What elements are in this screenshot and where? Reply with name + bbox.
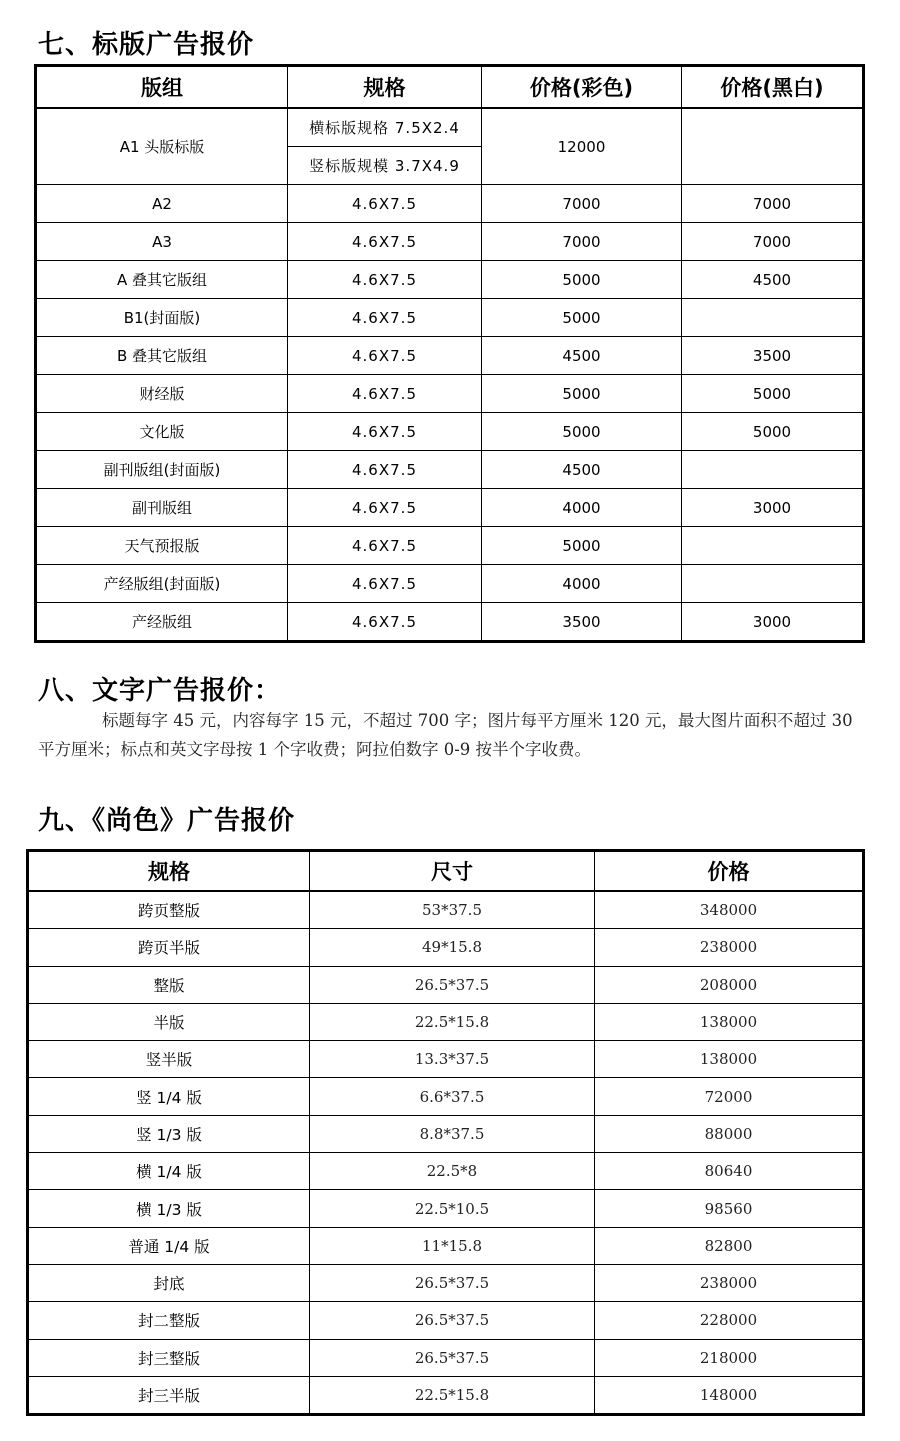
table-row <box>36 108 864 147</box>
table-row <box>28 1339 864 1376</box>
table-row <box>28 1078 864 1115</box>
cell-price-bw: 3000 <box>682 489 864 527</box>
cell-size: 22.5*15.8 <box>310 1376 595 1414</box>
cell-price-color: 7000 <box>482 185 682 223</box>
cell-price-color: 5000 <box>482 375 682 413</box>
cell-price: 98560 <box>595 1190 864 1227</box>
cell-group: 天气预报版 <box>36 527 288 565</box>
text-ad-pricing-paragraph: 标题每字 45 元，内容每字 15 元，不超过 700 字；图片每平方厘米 120 元，最大图片面积不超过 30 平方厘米；标点和英文字母按 1 个字收费；阿拉伯数字 0-9 按半个字收费。 <box>38 711 853 759</box>
cell-spec: 4.6X7.5 <box>288 375 482 413</box>
table-row <box>36 337 864 375</box>
cell-price: 80640 <box>595 1153 864 1190</box>
cell-size: 26.5*37.5 <box>310 1339 595 1376</box>
cell-size: 22.5*15.8 <box>310 1003 595 1040</box>
table-row <box>36 603 864 642</box>
cell-size: 22.5*8 <box>310 1153 595 1190</box>
cell-price-bw: 5000 <box>682 413 864 451</box>
table-row <box>28 1376 864 1414</box>
cell-spec: 横 1/4 版 <box>28 1153 310 1190</box>
column-header-price: 价格 <box>595 851 864 892</box>
cell-spec: 封二整版 <box>28 1302 310 1339</box>
cell-spec: 半版 <box>28 1003 310 1040</box>
cell-size: 13.3*37.5 <box>310 1041 595 1078</box>
cell-spec: 普通 1/4 版 <box>28 1227 310 1264</box>
cell-price-color: 3500 <box>482 603 682 642</box>
cell-spec: 4.6X7.5 <box>288 527 482 565</box>
cell-group: A2 <box>36 185 288 223</box>
cell-group: 文化版 <box>36 413 288 451</box>
cell-price-color: 5000 <box>482 413 682 451</box>
column-header-spec: 规格 <box>28 851 310 892</box>
cell-price-bw <box>682 108 864 185</box>
cell-group: 产经版组(封面版) <box>36 565 288 603</box>
cell-spec: 4.6X7.5 <box>288 185 482 223</box>
cell-spec: 4.6X7.5 <box>288 337 482 375</box>
cell-size: 22.5*10.5 <box>310 1190 595 1227</box>
cell-spec-vertical: 竖标版规模 3.7X4.9 <box>288 147 482 185</box>
table-row <box>28 1003 864 1040</box>
cell-price-color: 5000 <box>482 299 682 337</box>
table-row <box>36 261 864 299</box>
table-row <box>36 299 864 337</box>
cell-size: 6.6*37.5 <box>310 1078 595 1115</box>
cell-spec: 跨页整版 <box>28 891 310 929</box>
cell-spec: 横 1/3 版 <box>28 1190 310 1227</box>
cell-price: 238000 <box>595 1264 864 1301</box>
cell-price-bw: 4500 <box>682 261 864 299</box>
cell-size: 26.5*37.5 <box>310 966 595 1003</box>
cell-price-color: 4000 <box>482 489 682 527</box>
column-header-size: 尺寸 <box>310 851 595 892</box>
cell-spec: 4.6X7.5 <box>288 223 482 261</box>
cell-price-color: 4500 <box>482 451 682 489</box>
cell-spec: 封三整版 <box>28 1339 310 1376</box>
cell-price: 208000 <box>595 966 864 1003</box>
cell-size: 26.5*37.5 <box>310 1264 595 1301</box>
cell-price: 348000 <box>595 891 864 929</box>
cell-group: A3 <box>36 223 288 261</box>
column-header-price-color: 价格(彩色) <box>482 66 682 109</box>
cell-price-bw <box>682 451 864 489</box>
cell-price-bw: 3500 <box>682 337 864 375</box>
column-header-group: 版组 <box>36 66 288 109</box>
cell-spec: 4.6X7.5 <box>288 489 482 527</box>
cell-price-bw: 3000 <box>682 603 864 642</box>
cell-size: 11*15.8 <box>310 1227 595 1264</box>
cell-price: 138000 <box>595 1041 864 1078</box>
cell-spec: 4.6X7.5 <box>288 299 482 337</box>
table-row <box>36 451 864 489</box>
table-row <box>28 1041 864 1078</box>
cell-price: 218000 <box>595 1339 864 1376</box>
cell-price: 148000 <box>595 1376 864 1414</box>
table-row <box>28 966 864 1003</box>
cell-price: 238000 <box>595 929 864 966</box>
cell-spec: 竖 1/4 版 <box>28 1078 310 1115</box>
cell-price-bw: 7000 <box>682 185 864 223</box>
cell-group: A 叠其它版组 <box>36 261 288 299</box>
table-row <box>36 565 864 603</box>
cell-price-color: 4000 <box>482 565 682 603</box>
table-row <box>36 375 864 413</box>
banner-ad-price-table <box>34 64 865 643</box>
cell-price-bw <box>682 565 864 603</box>
table-row <box>28 1264 864 1301</box>
cell-spec: 4.6X7.5 <box>288 565 482 603</box>
cell-size: 26.5*37.5 <box>310 1302 595 1339</box>
cell-spec: 封底 <box>28 1264 310 1301</box>
table-row <box>28 1153 864 1190</box>
table-row <box>36 489 864 527</box>
cell-spec: 4.6X7.5 <box>288 451 482 489</box>
section9-title: 九、《尚色》广告报价 <box>38 806 296 836</box>
cell-group: B1(封面版) <box>36 299 288 337</box>
cell-size: 53*37.5 <box>310 891 595 929</box>
cell-group: 副刊版组(封面版) <box>36 451 288 489</box>
cell-spec: 封三半版 <box>28 1376 310 1414</box>
table-row <box>28 1227 864 1264</box>
column-header-spec: 规格 <box>288 66 482 109</box>
cell-group: 产经版组 <box>36 603 288 642</box>
cell-spec-horizontal: 横标版规格 7.5X2.4 <box>288 108 482 147</box>
cell-price-bw <box>682 299 864 337</box>
cell-spec: 整版 <box>28 966 310 1003</box>
cell-group: 副刊版组 <box>36 489 288 527</box>
cell-group: A1 头版标版 <box>36 108 288 185</box>
cell-price-bw <box>682 527 864 565</box>
cell-price: 72000 <box>595 1078 864 1115</box>
cell-price-bw: 5000 <box>682 375 864 413</box>
cell-price: 138000 <box>595 1003 864 1040</box>
table-row <box>28 1115 864 1152</box>
cell-size: 49*15.8 <box>310 929 595 966</box>
cell-price-color: 5000 <box>482 527 682 565</box>
cell-spec: 4.6X7.5 <box>288 603 482 642</box>
cell-price-color: 7000 <box>482 223 682 261</box>
table-row <box>36 527 864 565</box>
table-row <box>28 929 864 966</box>
table-header-row <box>36 66 864 109</box>
table-row <box>28 1190 864 1227</box>
cell-price: 228000 <box>595 1302 864 1339</box>
cell-spec: 跨页半版 <box>28 929 310 966</box>
table-row <box>36 413 864 451</box>
shangse-ad-price-table <box>26 849 865 1416</box>
cell-price-bw: 7000 <box>682 223 864 261</box>
cell-spec: 4.6X7.5 <box>288 413 482 451</box>
cell-spec: 竖半版 <box>28 1041 310 1078</box>
cell-spec: 4.6X7.5 <box>288 261 482 299</box>
cell-price: 88000 <box>595 1115 864 1152</box>
cell-group: B 叠其它版组 <box>36 337 288 375</box>
section8-title: 八、文字广告报价： <box>38 676 282 706</box>
table-header-row <box>28 851 864 892</box>
cell-price-color: 5000 <box>482 261 682 299</box>
table-row <box>36 185 864 223</box>
cell-spec: 竖 1/3 版 <box>28 1115 310 1152</box>
cell-group: 财经版 <box>36 375 288 413</box>
column-header-price-bw: 价格(黑白) <box>682 66 864 109</box>
cell-price-color: 4500 <box>482 337 682 375</box>
cell-price: 82800 <box>595 1227 864 1264</box>
table-row <box>28 891 864 929</box>
cell-price-color: 12000 <box>482 108 682 185</box>
table-row <box>36 223 864 261</box>
table-row <box>28 1302 864 1339</box>
cell-size: 8.8*37.5 <box>310 1115 595 1152</box>
section7-title: 七、标版广告报价 <box>38 30 255 60</box>
